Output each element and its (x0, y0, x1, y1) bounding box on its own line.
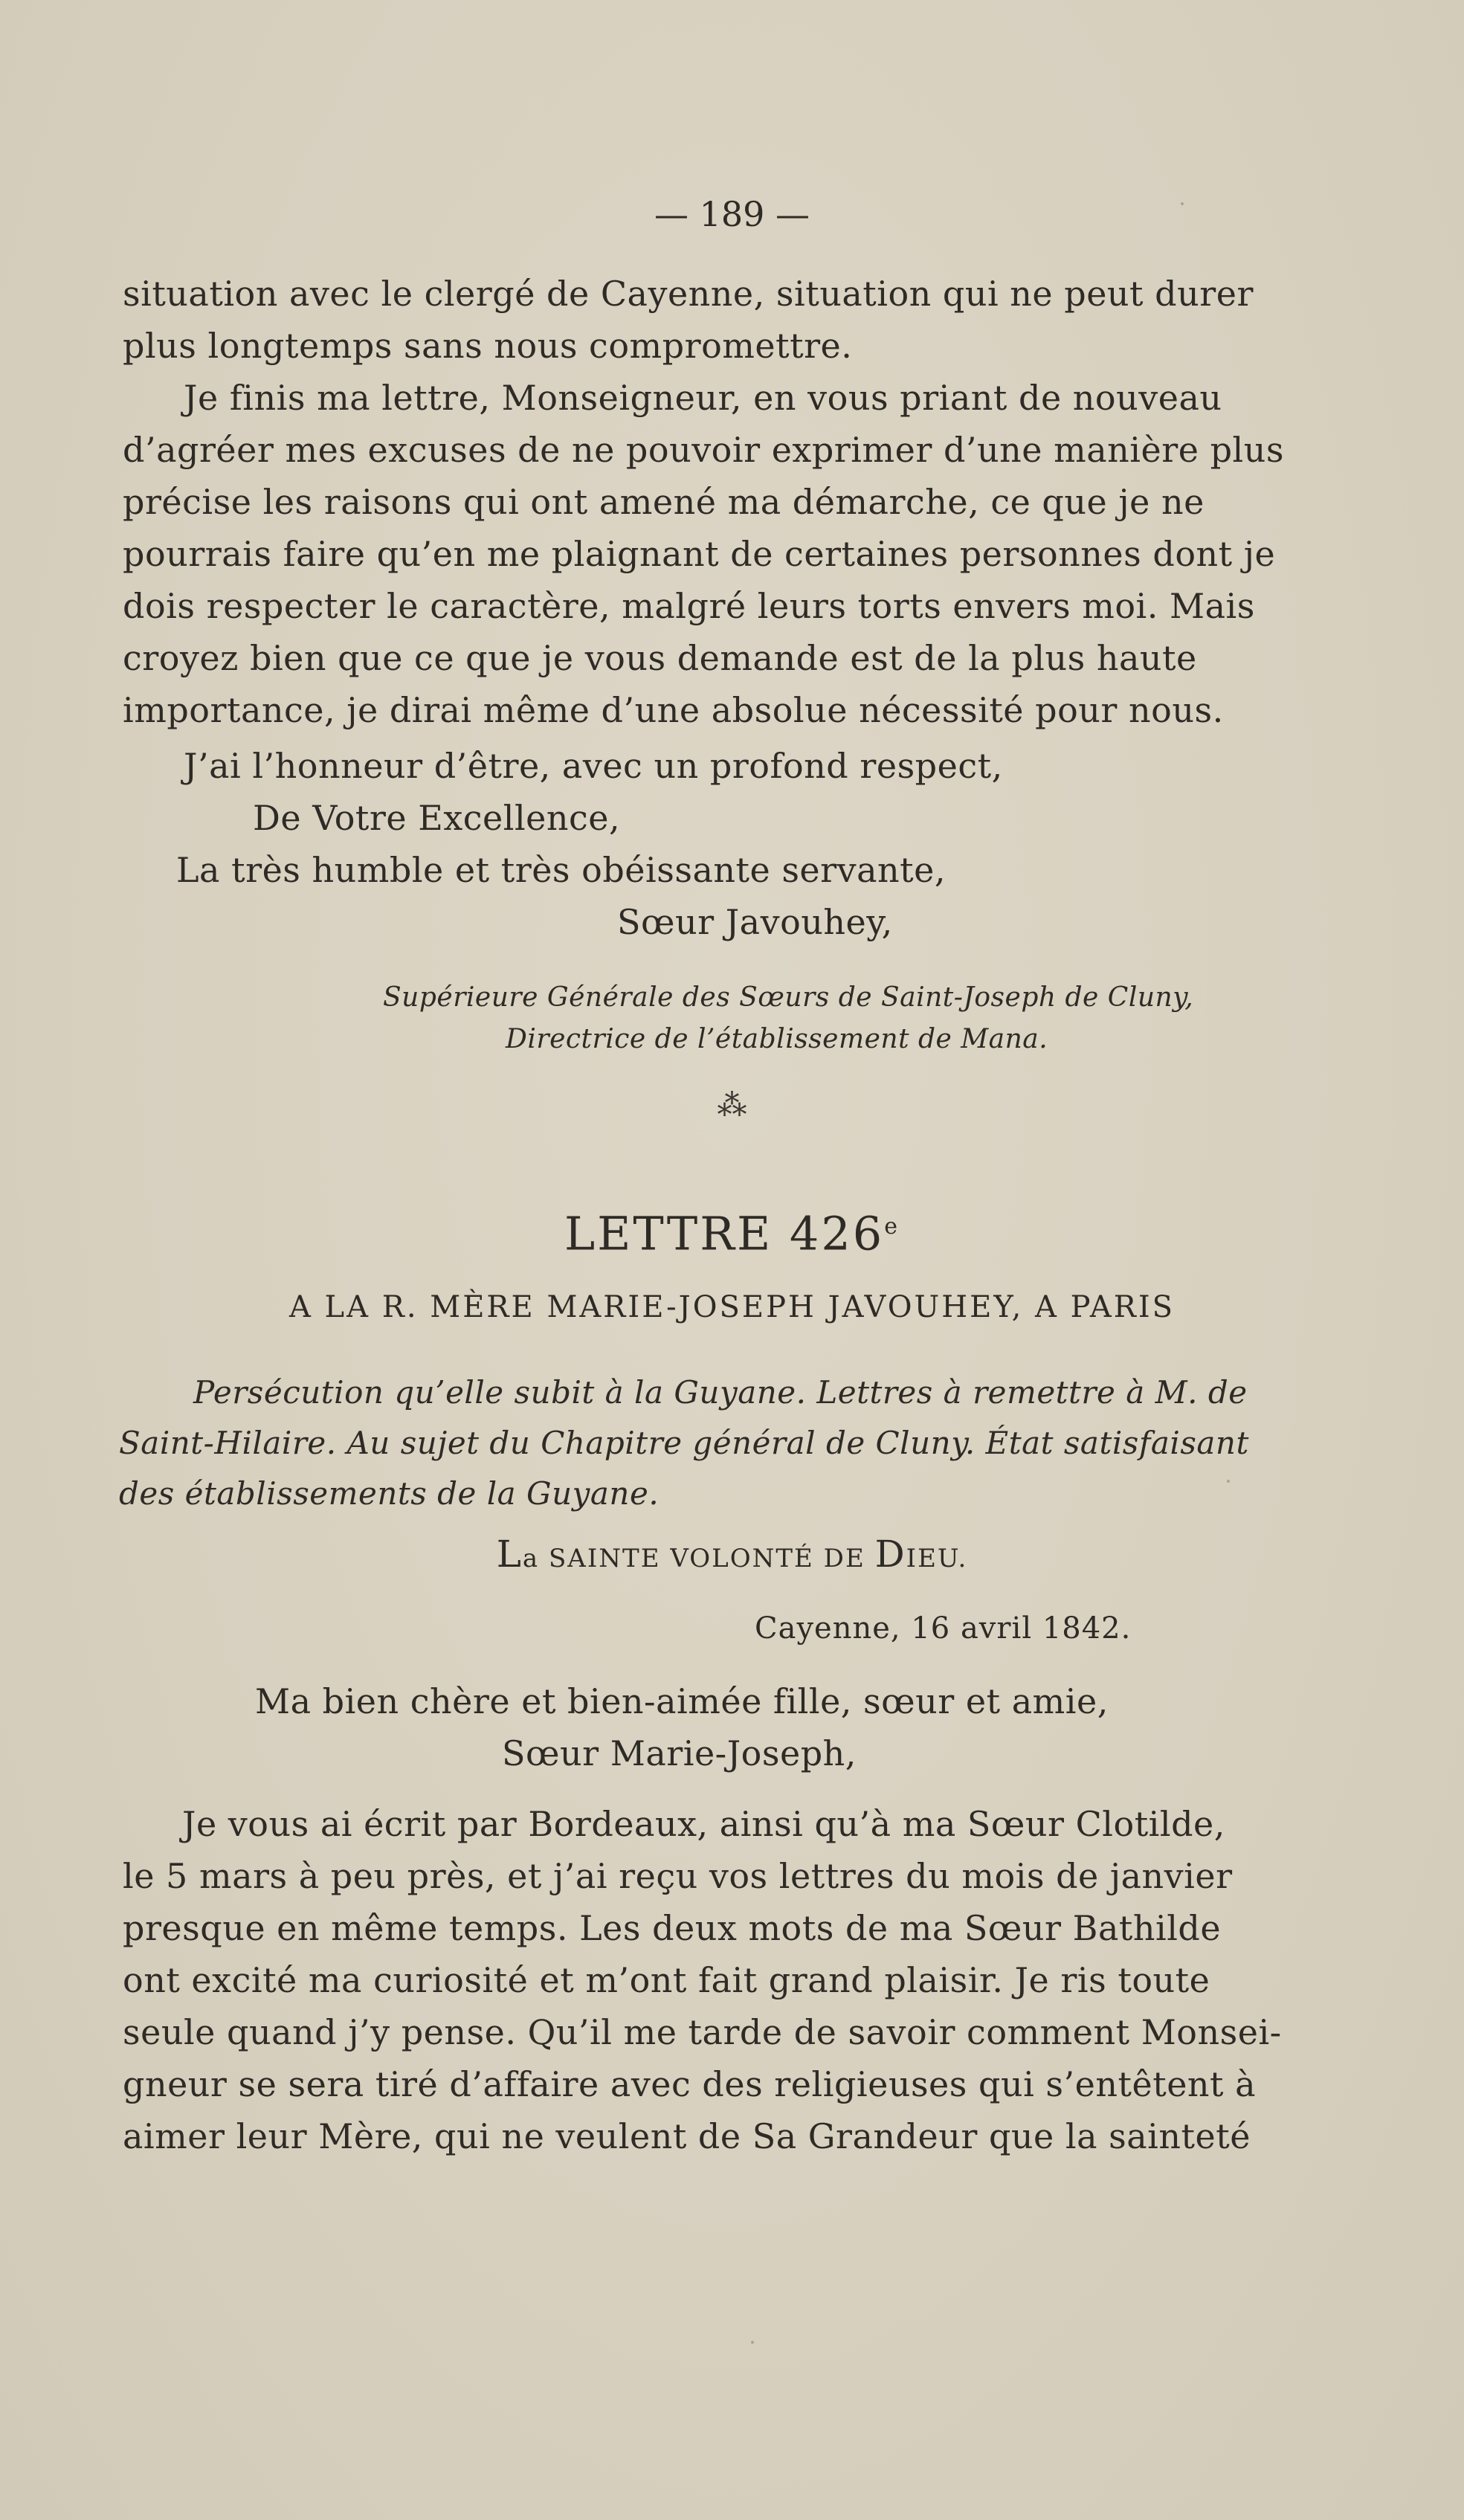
paper-speck (1181, 202, 1184, 205)
summary-line: Saint-Hilaire. Au sujet du Chapitre général de Cluny. État satisfaisant (119, 1425, 1249, 1461)
ornament-divider: ⁂ (717, 1089, 747, 1123)
motto-initial: D (874, 1533, 906, 1576)
letter-date: Cayenne, 16 avril 1842. (755, 1611, 1132, 1646)
letter-title (0, 1197, 1464, 1264)
page-number: — 189 — (654, 194, 810, 234)
closing-excellence: De Votre Excellence, (253, 798, 621, 838)
text-line: croyez bien que ce que je vous demande est de la plus haute (123, 638, 1197, 678)
closing-servante: La très humble et très obéissante servante, (176, 850, 947, 890)
text-line: Je finis ma lettre, Monseigneur, en vous priant de nouveau (184, 378, 1222, 418)
text-line: d’agréer mes excuses de ne pouvoir exprimer d’une manière plus (123, 430, 1284, 470)
motto-text: a (522, 1544, 540, 1573)
text-line: pourrais faire qu’en me plaignant de certaines personnes dont je (123, 534, 1276, 574)
text-line: situation avec le clergé de Cayenne, situation qui ne peut durer (123, 274, 1254, 314)
text-line: presque en même temps. Les deux mots de ma Sœur Bathilde (123, 1908, 1222, 1948)
text-line: précise les raisons qui ont amené ma démarche, ce que je ne (123, 482, 1205, 522)
closing-honneur: J’ai l’honneur d’être, avec un profond respect, (184, 746, 1003, 786)
text-line: ont excité ma curiosité et m’ont fait grand plaisir. Je ris toute (123, 1960, 1210, 2000)
text-line: plus longtemps sans nous compromettre. (123, 326, 853, 366)
paper-speck (1227, 1480, 1230, 1483)
signature: Sœur Javouhey, (617, 902, 893, 942)
text-line: aimer leur Mère, qui ne veulent de Sa Grandeur que la sainteté (123, 2116, 1251, 2156)
motto-initial: L (496, 1533, 523, 1576)
text-line: le 5 mars à peu près, et j’ai reçu vos lettres du mois de janvier (123, 1856, 1233, 1896)
motto-text: SAINTE VOLONTÉ DE (549, 1544, 865, 1573)
signature-title-1: Supérieure Générale des Sœurs de Saint-Joseph de Cluny, (383, 982, 1194, 1013)
motto-text: IEU. (906, 1544, 968, 1573)
text-line: Je vous ai écrit par Bordeaux, ainsi qu’à ma Sœur Clotilde, (182, 1804, 1225, 1844)
summary-line: des établissements de la Guyane. (119, 1475, 660, 1512)
text-line: dois respecter le caractère, malgré leurs torts envers moi. Mais (123, 586, 1255, 626)
letter-title-suffix: e (884, 1214, 900, 1240)
signature-title-2: Directrice de l’établissement de Mana. (506, 1024, 1048, 1054)
text-line: seule quand j’y pense. Qu’il me tarde de savoir comment Monsei- (123, 2012, 1282, 2052)
text-line: importance, je dirai même d’une absolue nécessité pour nous. (123, 690, 1224, 730)
text-line: gneur se sera tiré d’affaire avec des religieuses qui s’entêtent à (123, 2064, 1257, 2104)
summary-line: Persécution qu’elle subit à la Guyane. Lettres à remettre à M. de (193, 1374, 1248, 1411)
letter-title-text: LETTRE 426 (564, 1206, 885, 1261)
letter-motto (0, 1533, 1464, 1579)
salutation-line: Ma bien chère et bien-aimée fille, sœur et amie, (255, 1681, 1109, 1721)
salutation-line: Sœur Marie-Joseph, (502, 1733, 857, 1773)
paper-speck (751, 2341, 754, 2344)
letter-recipient: A LA R. MÈRE MARIE-JOSEPH JAVOUHEY, A PARIS (288, 1290, 1176, 1324)
